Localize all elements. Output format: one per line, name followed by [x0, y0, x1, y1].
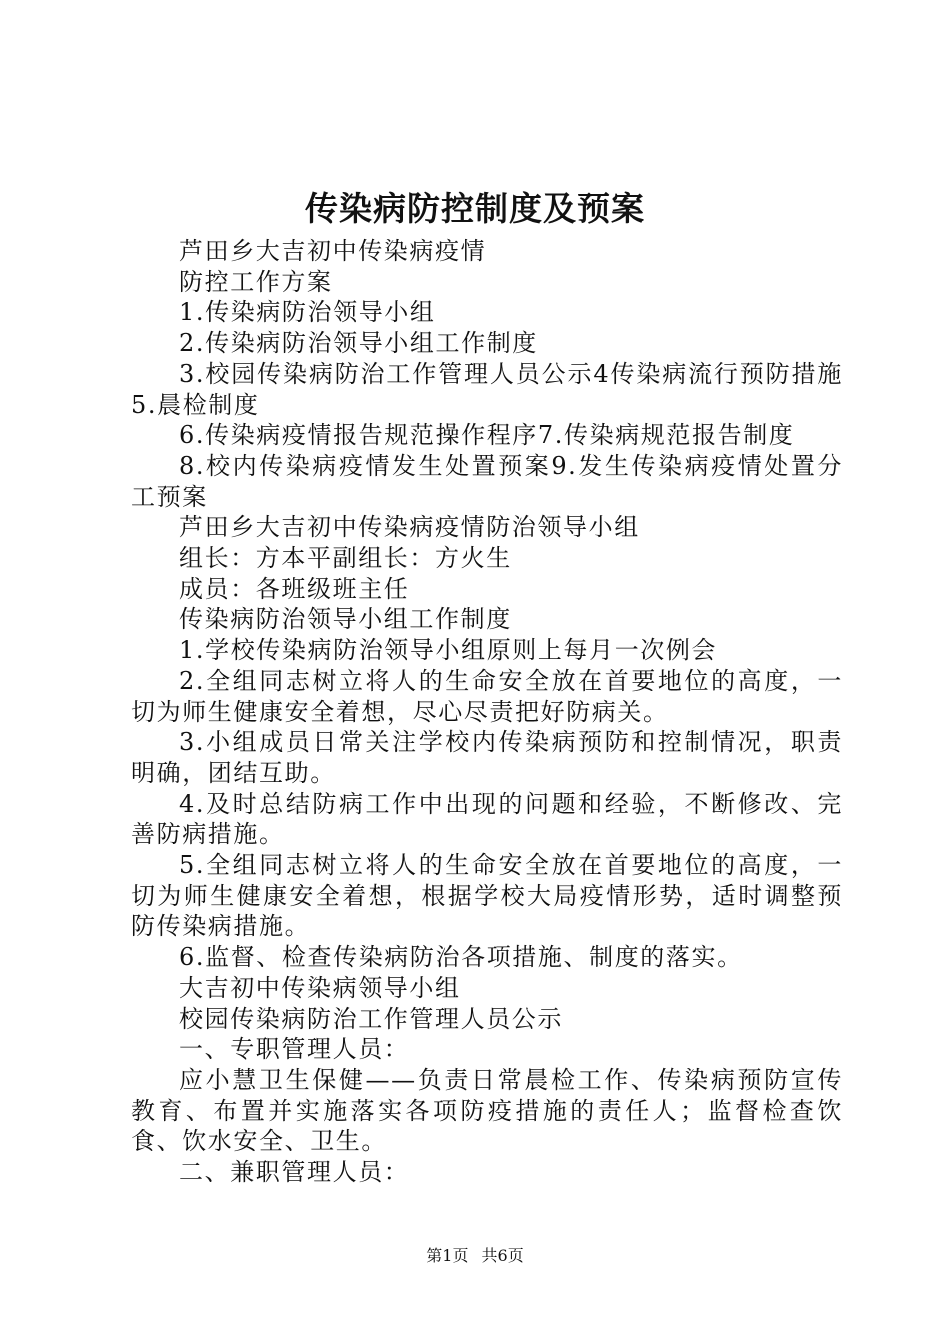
paragraph: 防控工作方案: [179, 267, 333, 296]
page-footer: [0, 1244, 950, 1268]
paragraph: 1.传染病防治领导小组: [179, 298, 436, 327]
paragraph: 6.传染病疫情报告规范操作程序7.传染病规范报告制度: [179, 421, 795, 450]
paragraph: 组长：方本平副组长：方火生: [179, 544, 512, 573]
paragraph: 3.小组成员日常关注学校内传染病预防和控制情况，职责明确，团结互助。: [131, 728, 843, 787]
paragraph: 2.全组同志树立将人的生命安全放在首要地位的高度，一切为师生健康安全着想，尽心尽责把好防病关。: [131, 666, 843, 726]
paragraph: 大吉初中传染病领导小组: [179, 973, 461, 1002]
paragraph: 校园传染病防治工作管理人员公示: [179, 1004, 563, 1033]
paragraph: 2.传染病防治领导小组工作制度: [179, 329, 538, 358]
paragraph: 应小慧卫生保健——负责日常晨检工作、传染病预防宣传教育、布置并实施落实各项防疫措施的责任人；监督检查饮食、饮水安全、卫生。: [131, 1065, 843, 1156]
paragraph: 1.学校传染病防治领导小组原则上每月一次例会: [179, 636, 718, 665]
page-total: 共6页: [481, 1246, 524, 1265]
paragraph: 芦田乡大吉初中传染病疫情防治领导小组: [179, 513, 640, 542]
paragraph: 4.及时总结防病工作中出现的问题和经验，不断修改、完善防病措施。: [131, 789, 843, 849]
document-body: [131, 236, 843, 1188]
paragraph: 芦田乡大吉初中传染病疫情: [179, 237, 487, 265]
paragraph: 8.校内传染病疫情发生处置预案9.发生传染病疫情处置分工预案: [131, 451, 843, 511]
paragraph: 传染病防治领导小组工作制度: [179, 605, 512, 634]
page-number: 第1页: [426, 1246, 469, 1265]
document-title: 传染病防控制度及预案: [305, 189, 645, 228]
paragraph: 二、兼职管理人员：: [179, 1158, 410, 1187]
paragraph: 3.校园传染病防治工作管理人员公示4传染病流行预防措施5.晨检制度: [131, 359, 843, 419]
paragraph: 成员：各班级班主任: [179, 574, 410, 603]
paragraph: 一、专职管理人员：: [179, 1035, 410, 1064]
paragraph: 6.监督、检查传染病防治各项措施、制度的落实。: [179, 943, 743, 972]
paragraph: 5.全组同志树立将人的生命安全放在首要地位的高度，一切为师生健康安全着想，根据学校大局疫情形势，适时调整预防传染病措施。: [131, 851, 843, 941]
